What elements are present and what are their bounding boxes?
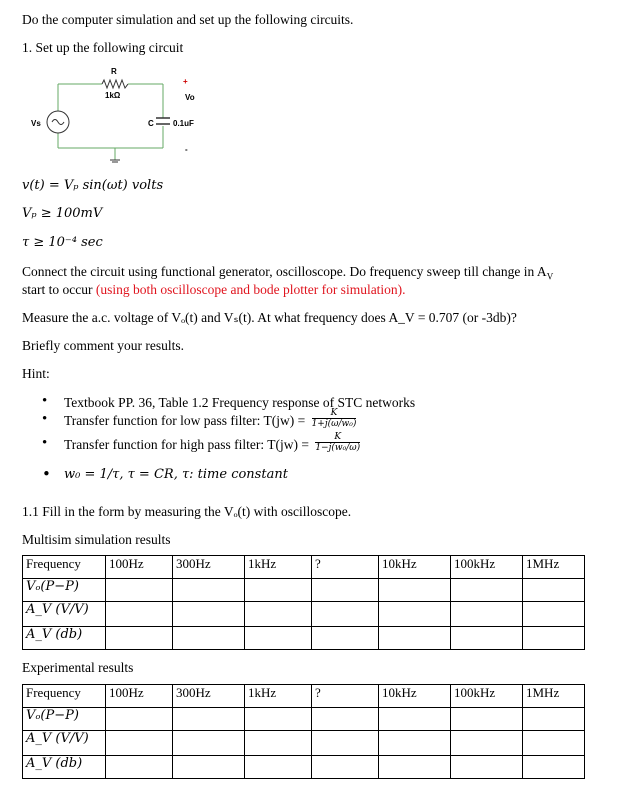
lp-numerator: K (330, 408, 338, 419)
header-cell: 300Hz (173, 556, 245, 579)
experimental-results-table (22, 684, 585, 779)
experimental-results-title: Experimental results (22, 660, 134, 675)
rc-circuit-diagram (25, 62, 225, 172)
capacitor-value: 0.1uF (173, 119, 194, 128)
comment-paragraph: Briefly comment your results. (22, 338, 184, 353)
header-cell: 300Hz (173, 685, 245, 708)
intro-text: Do the computer simulation and set up the following circuits. (22, 12, 354, 27)
header-frequency: Frequency (23, 556, 106, 579)
table-header-row (23, 685, 585, 708)
table-row (23, 627, 585, 650)
simulation-results-title: Multisim simulation results (22, 532, 171, 547)
header-cell: 100Hz (106, 685, 173, 708)
plus-sign: + (183, 77, 188, 86)
subsection-1-1: 1.1 Fill in the form by measuring the Vₒ(t) with oscilloscope. (22, 504, 352, 519)
simulation-note: (using both oscilloscope and bode plotter for simulation). (95, 282, 406, 297)
resistor-value: 1kΩ (105, 91, 121, 100)
header-cell: 100Hz (106, 556, 173, 579)
equation-tau: τ ≥ 10⁻⁴ sec (22, 235, 103, 250)
header-cell: 1MHz (523, 685, 585, 708)
instruction-paragraph-line1: Connect the circuit using functional generator, oscilloscope. Do frequency sweep till change in $A_V$ (22, 264, 554, 282)
table-header-row (23, 556, 585, 579)
row-label: Vₒ(P−P) (23, 579, 106, 602)
hp-numerator: K (334, 432, 342, 443)
table-row (23, 708, 585, 731)
header-cell: 1kHz (245, 685, 312, 708)
hint-label: Hint: (22, 366, 50, 381)
measure-paragraph: Measure the a.c. voltage of Vₒ(t) and Vₛ(t). At what frequency does A_V = 0.707 (or -3db)? (22, 310, 517, 325)
header-cell: 10kHz (379, 556, 451, 579)
table-row (23, 579, 585, 602)
header-cell: 1kHz (245, 556, 312, 579)
header-frequency: Frequency (23, 685, 106, 708)
hp-denominator: 1−j(w₀/ω) (315, 443, 361, 454)
header-cell: 100kHz (451, 556, 523, 579)
lp-denominator: 1+j(ω/w₀) (311, 419, 357, 430)
equation-vt: v(t) = Vₚ sin(ωt) volts (22, 178, 164, 193)
header-cell: 1MHz (523, 556, 585, 579)
equation-vp: Vₚ ≥ 100mV (22, 206, 103, 221)
capacitor-label: C (148, 119, 154, 128)
header-cell: ? (312, 685, 379, 708)
vs-label: Vs (31, 119, 41, 128)
row-label: Vₒ(P−P) (23, 708, 106, 731)
table-row (23, 756, 585, 779)
table-row (23, 731, 585, 756)
row-label: A_V (db) (23, 756, 106, 779)
resistor-label: R (111, 67, 117, 76)
resistor-symbol (102, 80, 128, 88)
vo-label: Vo (185, 93, 195, 102)
row-label: A_V (V/V) (23, 731, 106, 756)
minus-sign: - (185, 145, 188, 154)
row-label: A_V (V/V) (23, 602, 106, 627)
simulation-results-table (22, 555, 585, 650)
section-1-heading: 1. Set up the following circuit (22, 40, 184, 55)
table-row (23, 602, 585, 627)
header-cell: 100kHz (451, 685, 523, 708)
row-label: A_V (db) (23, 627, 106, 650)
header-cell: ? (312, 556, 379, 579)
instruction-paragraph-line2: start to occur (using both oscilloscope and bode plotter for simulation). (22, 282, 406, 297)
header-cell: 10kHz (379, 685, 451, 708)
